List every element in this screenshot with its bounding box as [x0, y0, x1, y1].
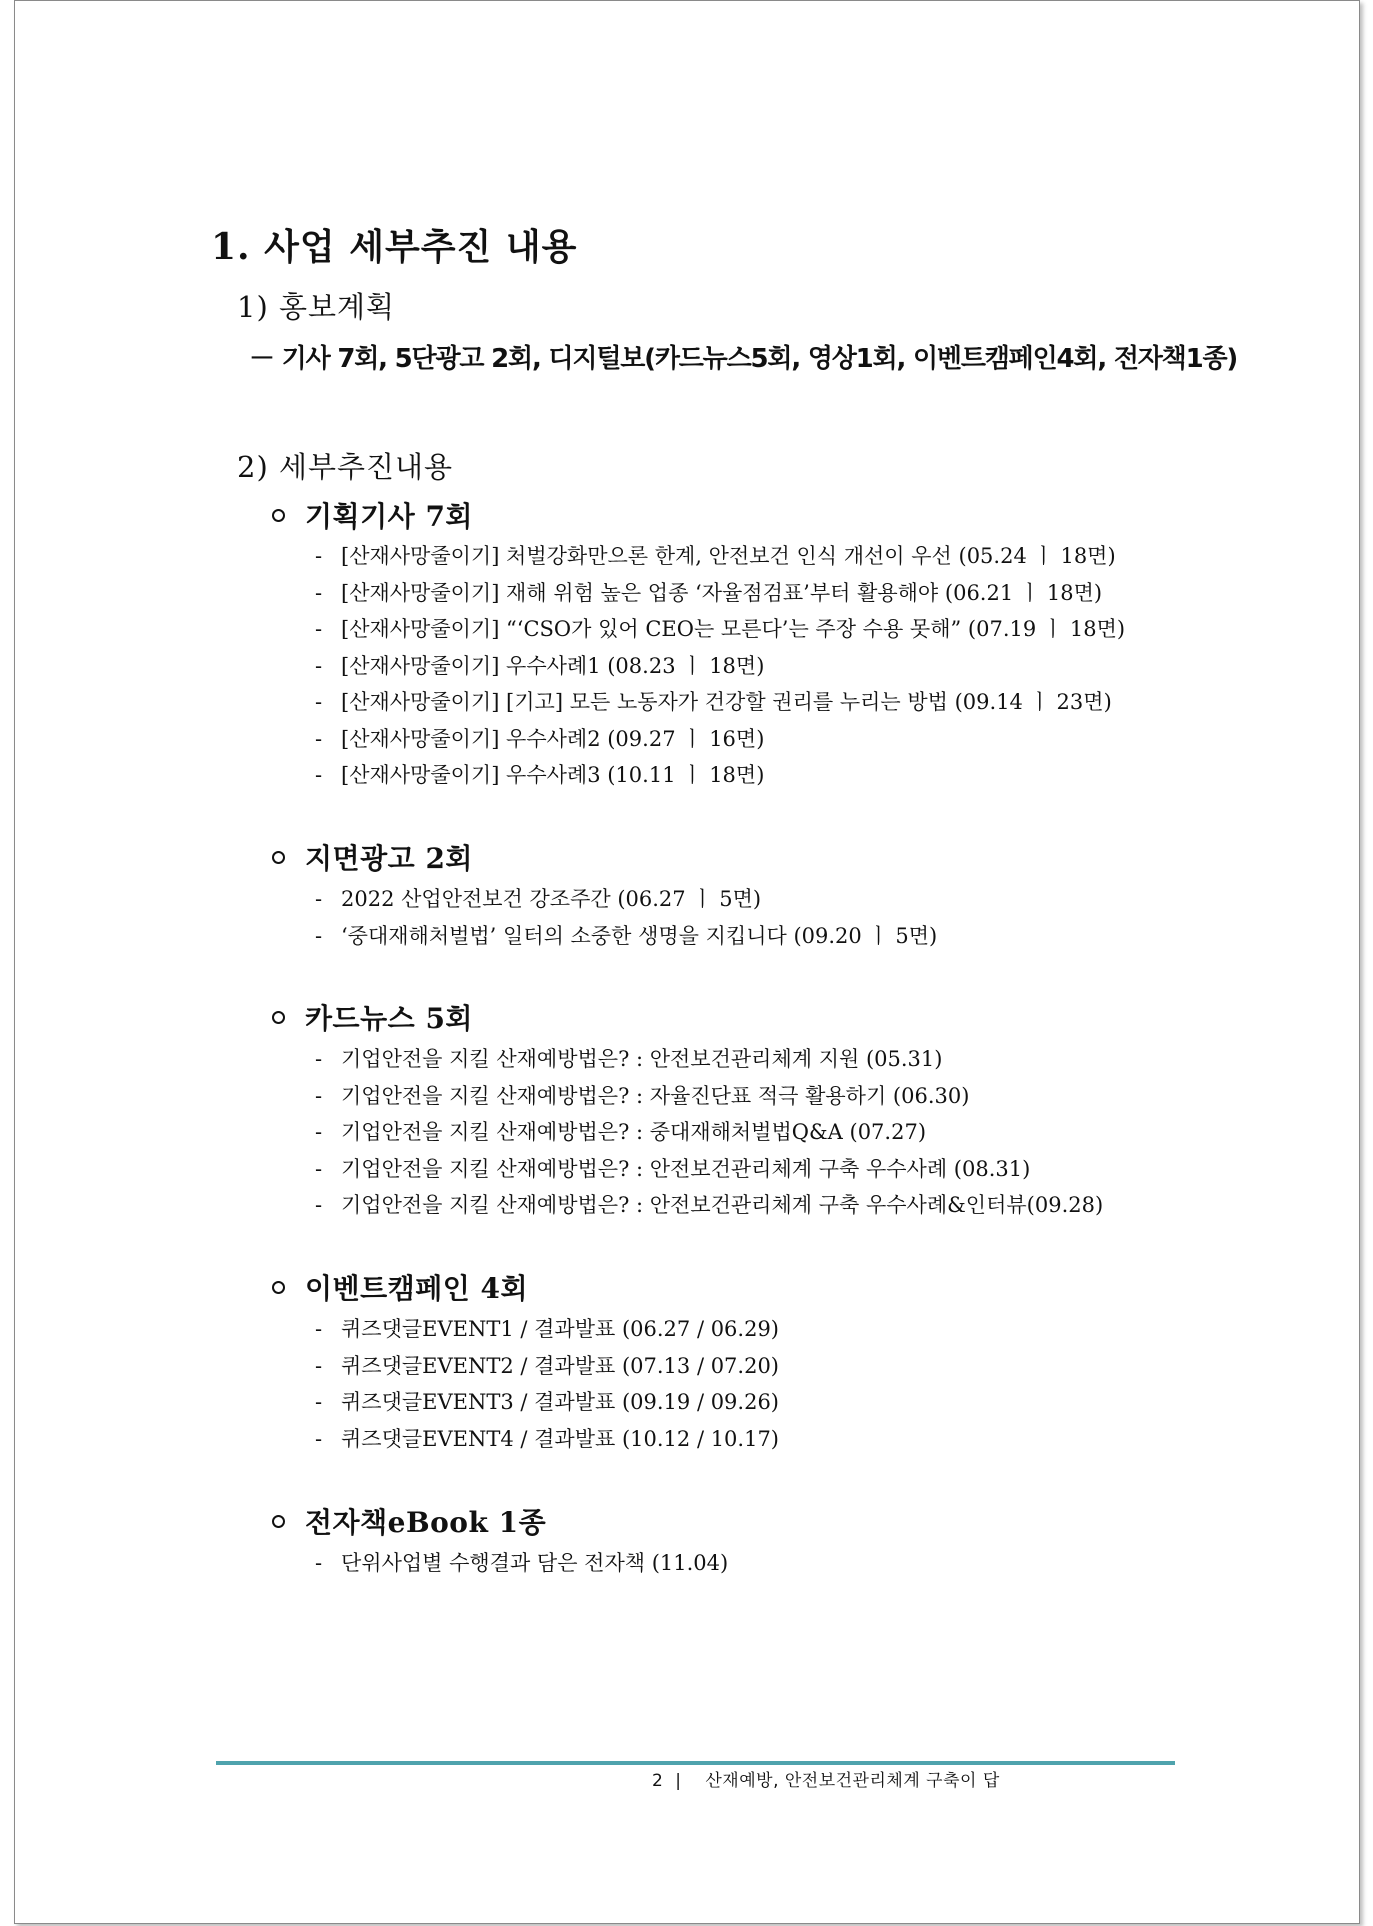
details-title: 2) 세부추진내용	[237, 450, 454, 484]
list-item: - [산재사망줄이기] 처벌강화만으론 한계, 안전보건 인식 개선이 우선 (05.24 ㅣ 18면)	[315, 544, 1116, 568]
section-items	[315, 1311, 779, 1457]
list-item: - 퀴즈댓글EVENT4 / 결과발표 (10.12 / 10.17)	[315, 1426, 780, 1451]
section-items	[315, 1041, 1103, 1224]
circle-bullet-icon	[272, 851, 285, 864]
circle-bullet-icon	[272, 1281, 285, 1294]
section-items	[315, 1545, 728, 1582]
list-item: - 퀴즈댓글EVENT1 / 결과발표 (06.27 / 06.29)	[315, 1317, 780, 1341]
section-header	[272, 1501, 546, 1541]
plan-summary: － 기사 7회, 5단광고 2회, 디지털보(카드뉴스5회, 영상1회, 이벤트캠페인4회, 전자책1종)	[249, 344, 1238, 374]
section-title: 지면광고 2회	[305, 842, 473, 875]
footer-separator: |	[675, 1771, 682, 1791]
list-item: - [산재사망줄이기] [기고] 모든 노동자가 건강할 권리를 누리는 방법 (09.14 ㅣ 23면)	[315, 690, 1112, 714]
section-title: 기획기사 7회	[305, 500, 473, 533]
circle-bullet-icon	[272, 1011, 285, 1024]
section-header	[272, 997, 473, 1037]
section-items	[315, 538, 1125, 794]
section-header	[272, 495, 473, 535]
section-header	[272, 837, 473, 877]
list-item: - ‘중대재해처벌법’ 일터의 소중한 생명을 지킵니다 (09.20 ㅣ 5면)	[315, 923, 938, 948]
list-item: - 기업안전을 지킬 산재예방법은? : 안전보건관리체계 구축 우수사례 (08.31)	[315, 1156, 1031, 1181]
section-items	[315, 881, 937, 954]
list-item: - 기업안전을 지킬 산재예방법은? : 중대재해처벌법Q&A (07.27)	[315, 1120, 927, 1144]
section-title: 카드뉴스 5회	[305, 1002, 473, 1035]
plan-title: 1) 홍보계획	[237, 290, 396, 324]
list-item: - 기업안전을 지킬 산재예방법은? : 자율진단표 적극 활용하기 (06.30)	[315, 1083, 970, 1108]
list-item: - [산재사망줄이기] 재해 위험 높은 업종 ‘자율점검표’부터 활용해야 (06.21 ㅣ 18면)	[315, 580, 1103, 605]
page-footer	[652, 1766, 1000, 1791]
list-item: - 단위사업별 수행결과 담은 전자책 (11.04)	[315, 1551, 729, 1575]
circle-bullet-icon	[272, 509, 285, 522]
list-item: - 퀴즈댓글EVENT2 / 결과발표 (07.13 / 07.20)	[315, 1353, 780, 1378]
document-page	[14, 0, 1360, 1924]
section-title: 전자책eBook 1종	[305, 1506, 547, 1539]
list-item: - 기업안전을 지킬 산재예방법은? : 안전보건관리체계 구축 우수사례&인터뷰(09.28)	[315, 1193, 1104, 1217]
circle-bullet-icon	[272, 1515, 285, 1528]
section-title: 이벤트캠페인 4회	[305, 1272, 529, 1305]
list-item: - 퀴즈댓글EVENT3 / 결과발표 (09.19 / 09.26)	[315, 1390, 780, 1414]
list-item: - [산재사망줄이기] “‘CSO가 있어 CEO는 모른다’는 주장 수용 못해” (07.19 ㅣ 18면)	[315, 617, 1126, 641]
page-number: 2	[652, 1771, 664, 1791]
list-item: - [산재사망줄이기] 우수사례3 (10.11 ㅣ 18면)	[315, 763, 765, 787]
list-item: - 2022 산업안전보건 강조주간 (06.27 ㅣ 5면)	[315, 887, 762, 911]
footer-text: 산재예방, 안전보건관리체계 구축이 답	[705, 1771, 1000, 1791]
list-item: - [산재사망줄이기] 우수사례1 (08.23 ㅣ 18면)	[315, 653, 765, 678]
page-heading: 1. 사업 세부추진 내용	[211, 226, 578, 268]
footer-rule	[216, 1761, 1175, 1765]
list-item: - [산재사망줄이기] 우수사례2 (09.27 ㅣ 16면)	[315, 726, 765, 751]
section-header	[272, 1267, 528, 1307]
list-item: - 기업안전을 지킬 산재예방법은? : 안전보건관리체계 지원 (05.31)	[315, 1047, 943, 1071]
